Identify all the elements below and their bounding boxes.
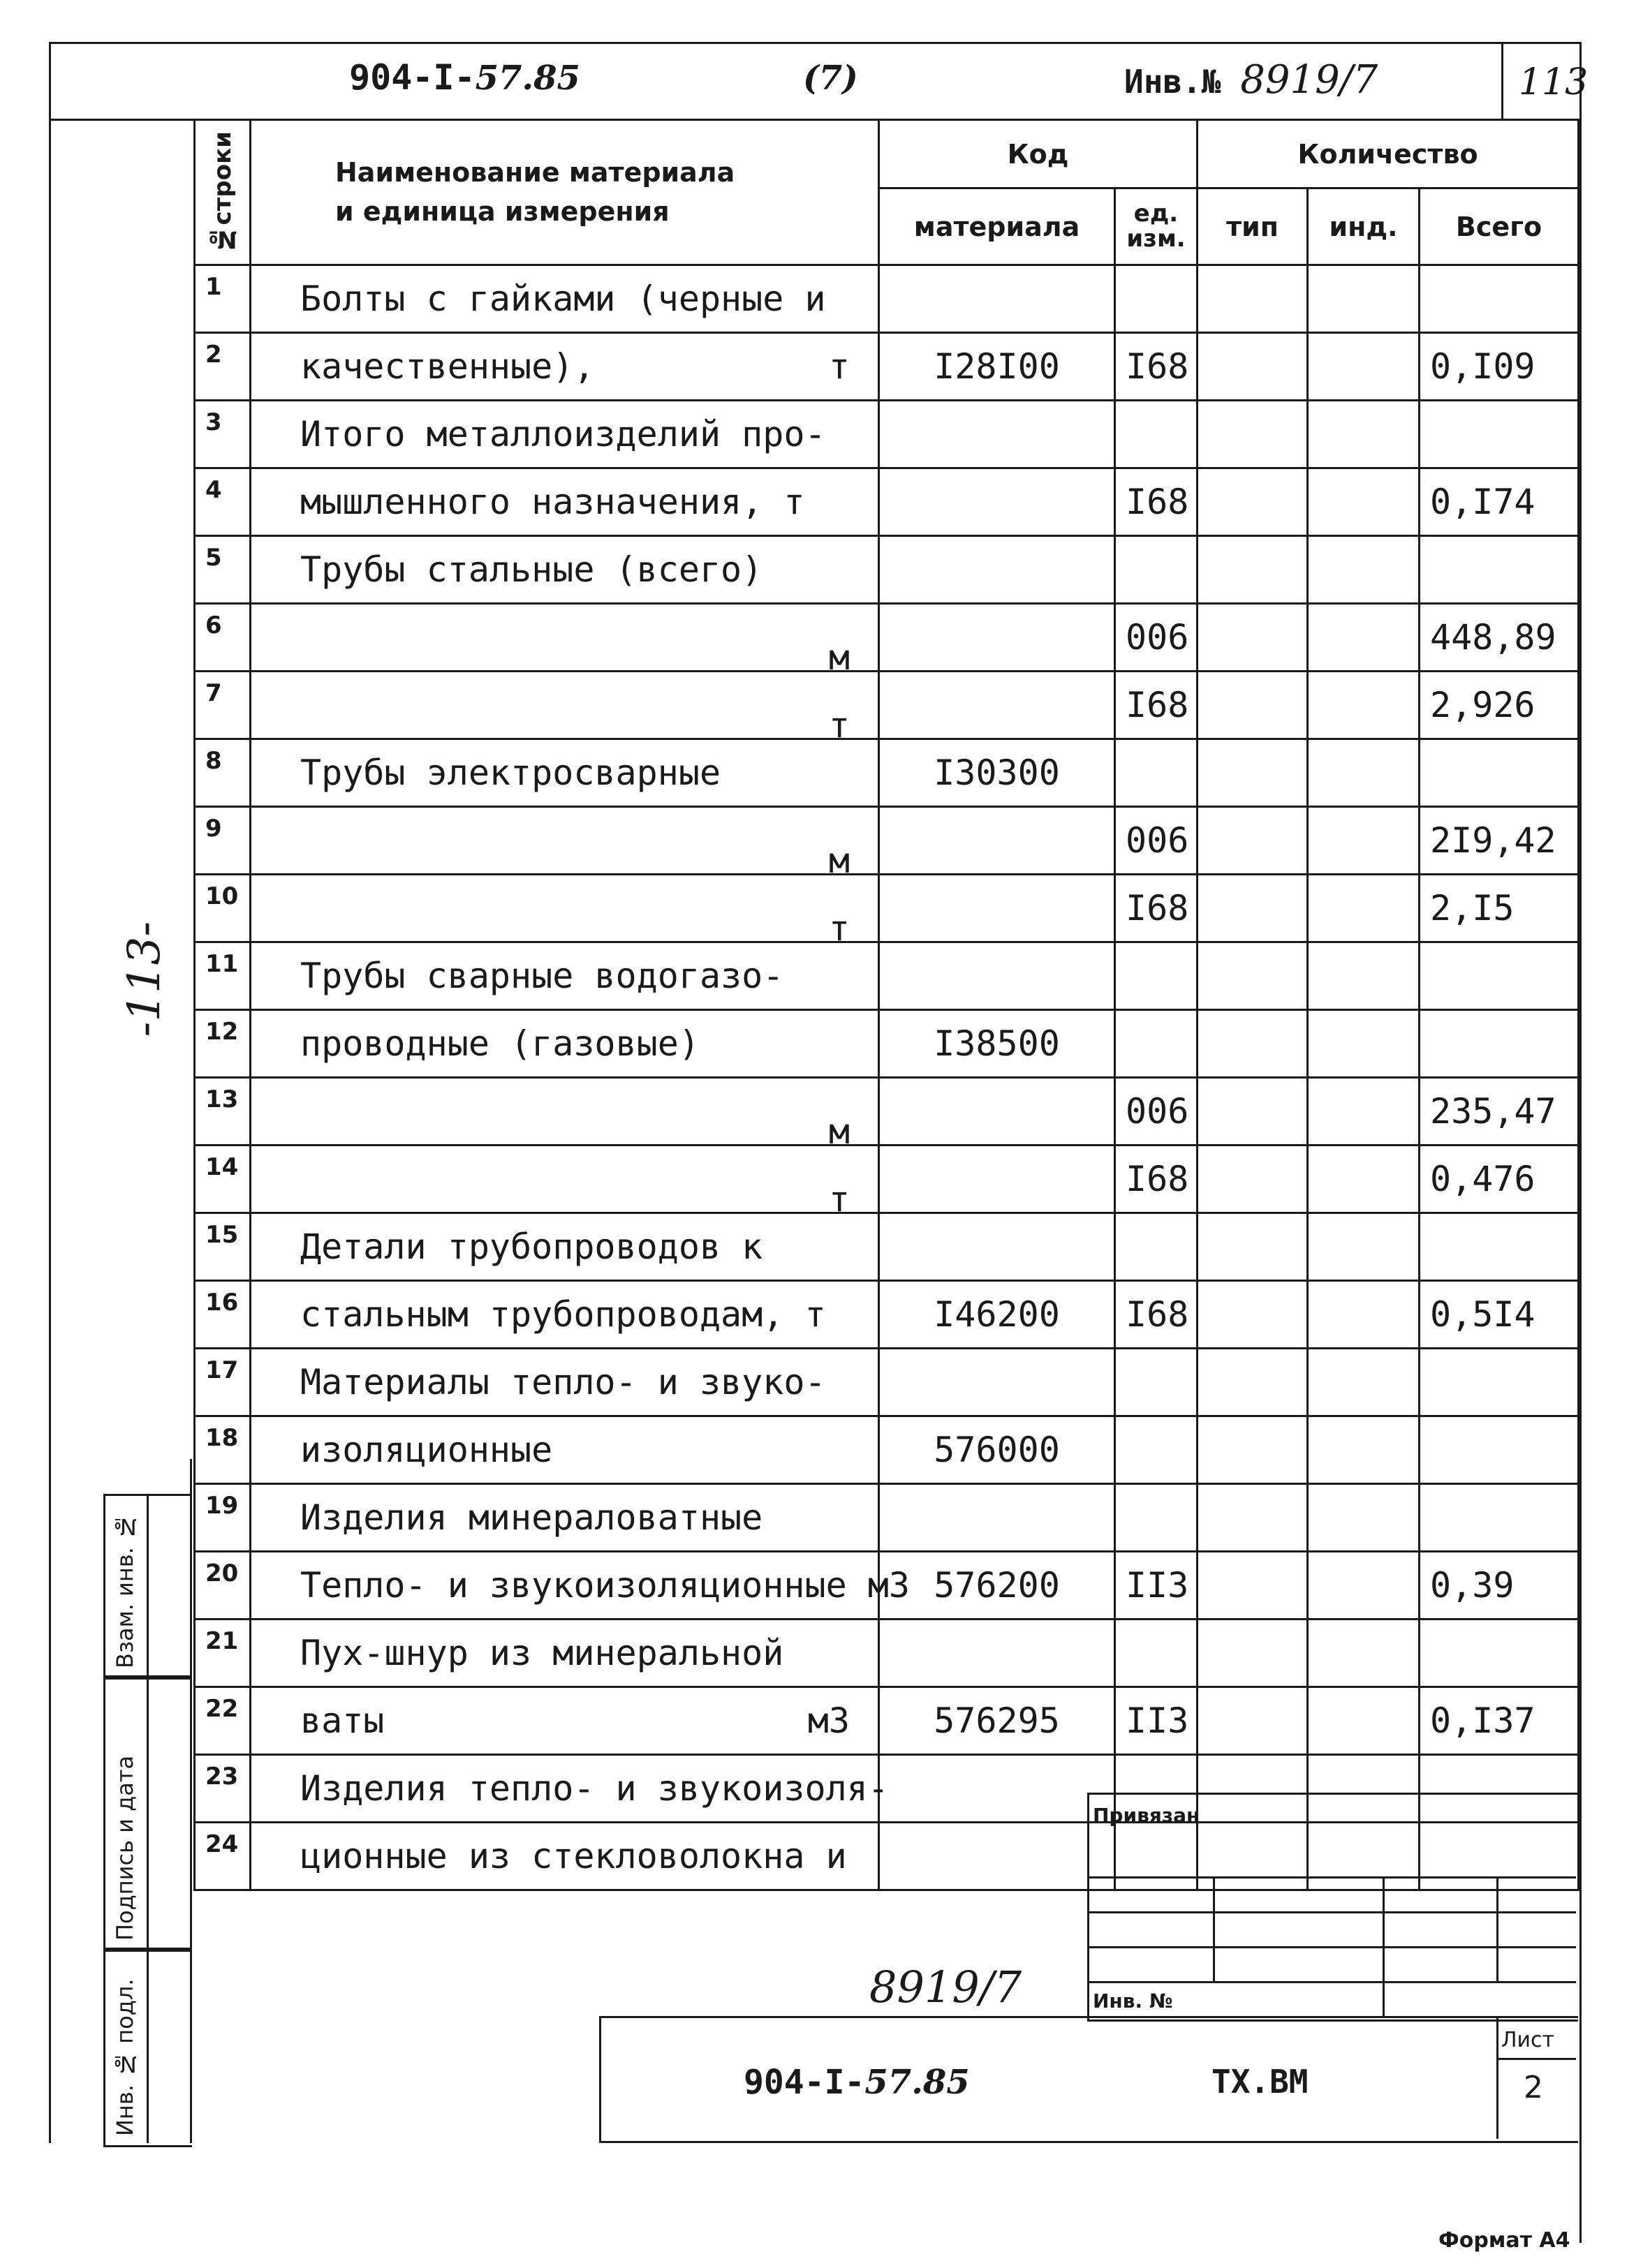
total-cell: 0,I09 [1420,333,1579,401]
total-cell [1420,739,1579,807]
type-cell [1198,739,1308,807]
header-inv [1124,57,1378,103]
title-doc-mark: ТХ.ВМ [1211,2063,1309,2100]
material-name-text: Трубы сварные водогазо- [300,956,784,996]
material-code-cell: I38500 [879,1010,1115,1078]
material-name-text: Пух-шнур из минеральной [300,1633,784,1673]
unit-code-cell [1115,739,1198,807]
side-page-hand: -113- [119,921,170,1037]
ind-cell [1308,1620,1420,1687]
table-row [195,333,1579,401]
table-row [195,1281,1579,1349]
row-number-cell: 10 [195,875,251,942]
name-header-text: Наименование материала и единица измерения [335,157,735,227]
material-code-cell: 576200 [879,1552,1115,1620]
inv-no-label: Инв. № [1093,1989,1173,2013]
type-cell [1198,1078,1308,1146]
ind-cell [1308,672,1420,739]
side-vzam-inv: Взам. инв. № [112,1513,138,1668]
type-cell [1198,265,1308,333]
row-number-cell: 6 [195,604,251,672]
stamp-line-4 [1087,1981,1576,1983]
ind-cell [1308,1484,1420,1552]
ind-cell [1308,1078,1420,1146]
ind-header: инд. [1308,188,1420,265]
ind-cell [1308,1416,1420,1484]
material-code-cell [879,401,1115,468]
row-number-cell: 14 [195,1146,251,1213]
material-name-cell [251,875,879,949]
total-cell [1420,1416,1579,1484]
material-code-cell [879,875,1115,942]
table-row [195,1010,1579,1078]
material-name-text: проводные (газовые) [300,1023,700,1064]
table-row [195,468,1579,536]
material-unit-word: т [828,908,850,949]
table-row [195,1349,1579,1416]
ind-cell [1308,1213,1420,1281]
unit-code-cell [1115,401,1198,468]
total-cell [1420,1620,1579,1687]
material-name-cell [251,604,879,678]
material-name-cell [251,1281,879,1349]
stamp-hand-number: 8919/7 [869,1962,1022,2013]
material-code-cell [879,1755,1115,1823]
table-row [195,739,1579,807]
table-row [195,1146,1579,1213]
row-number-cell: 16 [195,1281,251,1349]
ind-cell [1308,942,1420,1010]
type-cell [1198,536,1308,604]
stamp-line-3 [1087,1946,1576,1948]
row-number-cell: 19 [195,1484,251,1552]
table-row [195,875,1579,942]
ind-cell [1308,1281,1420,1349]
total-cell [1420,1484,1579,1552]
material-code-cell [879,1078,1115,1146]
material-unit-word: м3 [807,1700,850,1741]
total-cell: 235,47 [1420,1078,1579,1146]
material-code-cell [879,1349,1115,1416]
material-code-cell: 576000 [879,1416,1115,1484]
type-cell [1198,1146,1308,1213]
total-cell [1420,1213,1579,1281]
material-unit-word: т [828,346,850,387]
material-name-cell [251,1823,879,1890]
ind-cell [1308,468,1420,536]
total-cell [1420,1349,1579,1416]
material-code-cell [879,265,1115,333]
material-name-text: Изделия минераловатные [300,1497,763,1538]
material-name-text: качественные), [300,346,595,387]
total-cell: 0,5I4 [1420,1281,1579,1349]
material-name-cell [251,739,879,807]
ind-cell [1308,604,1420,672]
row-number-cell: 11 [195,942,251,1010]
table-row [195,1620,1579,1687]
material-code-cell [879,1213,1115,1281]
row-number-cell: 8 [195,739,251,807]
material-header: материала [879,188,1115,265]
material-name-cell [251,1213,879,1281]
row-number-cell: 17 [195,1349,251,1416]
row-number-cell: 15 [195,1213,251,1281]
material-code-cell: I30300 [879,739,1115,807]
ind-cell [1308,1552,1420,1620]
table-row [195,604,1579,672]
attached-label: Привязан [1093,1804,1200,1827]
table-row [195,265,1579,333]
sheet-label: Лист [1501,2028,1555,2052]
row-number-cell: 22 [195,1687,251,1755]
attached-stamp [1087,1793,1578,2022]
material-code-cell: I46200 [879,1281,1115,1349]
ind-cell [1308,265,1420,333]
row-number-cell: 5 [195,536,251,604]
type-cell [1198,1484,1308,1552]
unit-code-cell: I68 [1115,1146,1198,1213]
row-number-cell: 20 [195,1552,251,1620]
type-cell [1198,1620,1308,1687]
material-code-cell [879,1484,1115,1552]
material-name-text: Трубы электросварные [300,753,721,793]
project-code-hand: 57.85 [475,59,580,98]
row-number-header [195,120,251,265]
unit-code-cell: II3 [1115,1687,1198,1755]
material-name-cell [251,1552,910,1620]
total-cell: 2,926 [1420,672,1579,739]
ind-cell [1308,333,1420,401]
material-name-text: Болты с гайками (черные и [300,279,826,319]
unit-code-cell: I68 [1115,333,1198,401]
type-cell [1198,1687,1308,1755]
stamp-line-1 [1087,1876,1576,1878]
side-inv-podl: Инв. № подл. [112,1978,138,2136]
unit-code-cell [1115,536,1198,604]
ind-cell [1308,536,1420,604]
ind-cell [1308,1146,1420,1213]
total-cell: 448,89 [1420,604,1579,672]
material-code-cell [879,942,1115,1010]
title-doc-code [744,2063,970,2102]
total-cell [1420,265,1579,333]
type-header: тип [1198,188,1308,265]
table-row [195,1078,1579,1146]
table-row [195,1213,1579,1281]
ind-cell [1308,1687,1420,1755]
sheet-col-line [1496,2016,1498,2139]
total-cell [1420,942,1579,1010]
quantity-group-header: Количество [1198,120,1579,188]
material-unit-word: т [828,705,850,746]
material-code-cell [879,807,1115,875]
unit-code-cell: 006 [1115,604,1198,672]
total-cell: 2I9,42 [1420,807,1579,875]
unit-code-cell: I68 [1115,1281,1198,1349]
row-number-cell: 2 [195,333,251,401]
row-number-header-text: №строки [208,131,237,253]
total-cell [1420,401,1579,468]
table-row [195,401,1579,468]
frame-left-line [49,42,51,2143]
material-name-cell [251,1010,879,1078]
stamp-col-3 [1496,1876,1498,1981]
type-cell [1198,401,1308,468]
type-cell [1198,1416,1308,1484]
total-cell: 0,39 [1420,1552,1579,1620]
row-number-cell: 1 [195,265,251,333]
ind-cell [1308,1349,1420,1416]
material-code-cell [879,672,1115,739]
unit-code-cell: 006 [1115,807,1198,875]
total-cell: 2,I5 [1420,875,1579,942]
table-row [195,1552,1579,1620]
doc-code-hand: 57.85 [864,2063,970,2102]
row-number-cell: 24 [195,1823,251,1890]
material-name-text: Материалы тепло- и звуко- [300,1362,826,1402]
material-name-text: Детали трубопроводов к [300,1226,763,1267]
material-name-text: Изделия тепло- и звукоизоля- [300,1768,889,1809]
unit-code-cell [1115,1213,1198,1281]
stamp-line-2 [1087,1911,1576,1913]
material-name-cell [251,333,879,401]
header-project-code [349,57,580,98]
row-number-cell: 18 [195,1416,251,1484]
material-name-text: Тепло- и звукоизоляционные м3 [300,1565,910,1606]
table-row [195,672,1579,739]
ind-cell [1308,401,1420,468]
material-name-cell [251,468,879,536]
material-name-text: Трубы стальные (всего) [300,549,763,590]
row-number-cell: 13 [195,1078,251,1146]
material-name-cell [251,1755,889,1823]
side-inner-line [147,1494,149,2143]
row-number-cell: 23 [195,1755,251,1823]
total-cell: 0,I74 [1420,468,1579,536]
code-group-header: Код [879,120,1198,188]
material-code-cell [879,604,1115,672]
type-cell [1198,875,1308,942]
material-name-cell [251,807,879,881]
type-cell [1198,333,1308,401]
row-number-cell: 21 [195,1620,251,1687]
doc-code-text: 904-I- [744,2063,865,2102]
material-code-cell: 576295 [879,1687,1115,1755]
material-name-cell [251,1416,879,1484]
type-cell [1198,1010,1308,1078]
page-number: 113 [1519,61,1589,103]
unit-code-cell: II3 [1115,1552,1198,1620]
inv-label: Инв.№ [1124,63,1221,101]
table-row [195,942,1579,1010]
material-unit-word: м [828,1111,850,1152]
material-name-text: мышленного назначения, т [300,482,805,522]
materials-table [193,119,1579,1891]
sheet-number: 2 [1524,2070,1543,2105]
type-cell [1198,604,1308,672]
material-name-cell [251,401,879,468]
material-name-cell [251,1078,879,1152]
unit-code-cell [1115,1416,1198,1484]
material-name-text: ционные из стекловолокна и [300,1836,847,1876]
material-name-cell [251,1620,879,1687]
unit-code-cell: I68 [1115,468,1198,536]
type-cell [1198,807,1308,875]
material-code-cell [879,536,1115,604]
type-cell [1198,1281,1308,1349]
unit-code-cell [1115,1349,1198,1416]
side-signature-date: Подпись и дата [112,1755,138,1941]
type-cell [1198,672,1308,739]
material-name-text: стальным трубопроводам, т [300,1294,826,1335]
row-number-cell: 7 [195,672,251,739]
inv-hand: 8919/7 [1240,57,1378,103]
material-unit-word: м [828,637,850,678]
table-row [195,1416,1579,1484]
row-number-cell: 4 [195,468,251,536]
material-unit-word: м [828,840,850,881]
material-unit-word: т [828,1179,850,1220]
unit-code-cell [1115,1010,1198,1078]
material-name-cell [251,942,879,1010]
table-row [195,1687,1579,1755]
sheet-label-line [1496,2058,1576,2060]
table-row [195,1484,1579,1552]
total-cell: 0,476 [1420,1146,1579,1213]
total-header: Всего [1420,188,1579,265]
material-name-text: ваты [300,1700,385,1741]
name-header [251,120,879,265]
total-cell [1420,536,1579,604]
table-row [195,807,1579,875]
total-cell: 0,I37 [1420,1687,1579,1755]
total-cell [1420,1010,1579,1078]
type-cell [1198,1213,1308,1281]
row-number-cell: 9 [195,807,251,875]
unit-code-cell [1115,265,1198,333]
issue-mark: (7) [803,59,858,98]
table-row [195,536,1579,604]
row-number-cell: 12 [195,1010,251,1078]
type-cell [1198,1349,1308,1416]
project-code-text: 904-I- [349,57,476,98]
unit-code-cell [1115,942,1198,1010]
unit-code-cell: I68 [1115,672,1198,739]
material-name-cell [251,672,879,746]
page-number-divider [1501,42,1503,119]
material-name-text: Итого металлоизделий про- [300,414,826,454]
ind-cell [1308,1010,1420,1078]
material-name-cell [251,536,879,604]
material-code-cell [879,1823,1115,1890]
material-code-cell [879,1146,1115,1213]
unit-code-cell: 006 [1115,1078,1198,1146]
unit-code-cell [1115,1484,1198,1552]
ind-cell [1308,739,1420,807]
materials-table-body [195,265,1579,1890]
ind-cell [1308,875,1420,942]
type-cell [1198,468,1308,536]
material-code-cell [879,468,1115,536]
unit-header: ед. изм. [1115,188,1198,265]
material-name-cell [251,1349,879,1416]
type-cell [1198,942,1308,1010]
unit-code-cell: I68 [1115,875,1198,942]
material-code-cell [879,1620,1115,1687]
material-code-cell: I28I00 [879,333,1115,401]
material-name-cell [251,265,879,333]
material-name-text: изоляционные [300,1430,553,1470]
stamp-col-2 [1383,1876,1385,2016]
row-number-cell: 3 [195,401,251,468]
type-cell [1198,1552,1308,1620]
unit-code-cell [1115,1620,1198,1687]
material-name-cell [251,1687,879,1755]
material-name-cell [251,1484,879,1552]
material-name-cell [251,1146,879,1220]
format-label: Формат А4 [1438,2228,1570,2253]
stamp-col-1 [1213,1876,1215,1981]
ind-cell [1308,807,1420,875]
